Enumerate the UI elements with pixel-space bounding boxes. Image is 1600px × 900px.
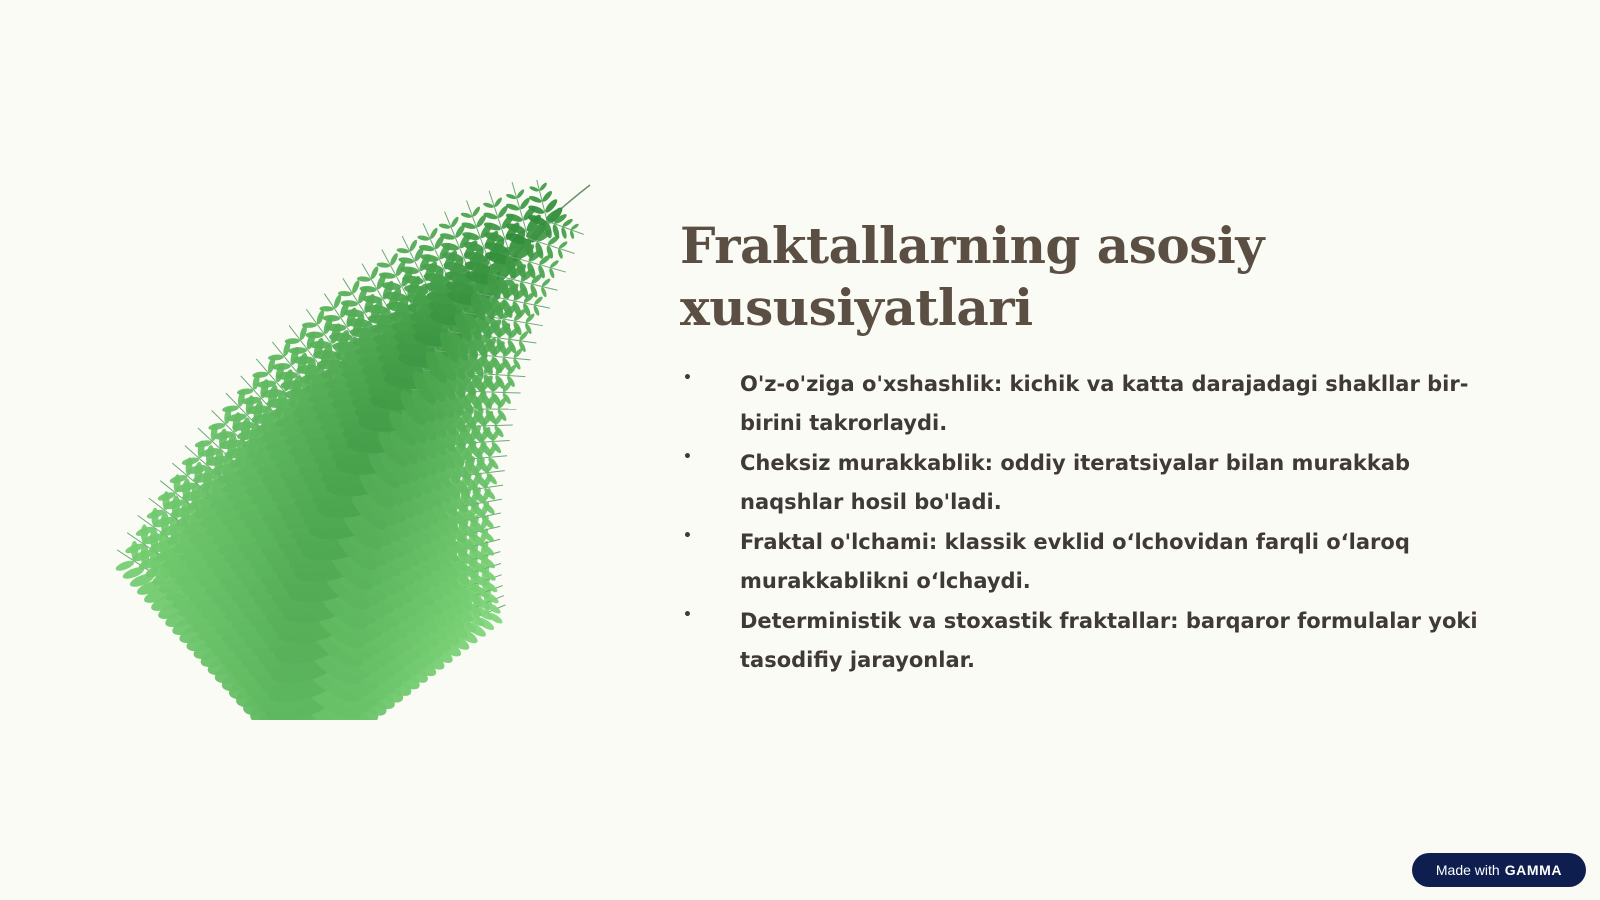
- bullet-item-deterministic: [680, 602, 1500, 680]
- bullet-text: Cheksiz murakkablik: oddiy iteratsiyalar bilan murakkab naqshlar hosil bo'ladi.: [740, 451, 1411, 514]
- bullet-icon: •: [683, 370, 692, 386]
- bullet-text: O'z-o'ziga o'xshashlik: kichik va katta darajadagi shakllar bir-birini takrorlaydi.: [740, 372, 1469, 435]
- made-with-gamma-badge[interactable]: [1412, 853, 1586, 887]
- bullet-item-dimension: [680, 523, 1500, 601]
- gamma-logo: GAMMA: [1504, 862, 1563, 878]
- fern-graphic: [90, 180, 630, 720]
- bullet-item-complexity: [680, 444, 1500, 522]
- badge-prefix: Made with: [1435, 862, 1500, 878]
- bullet-icon: •: [683, 528, 692, 544]
- fern-fractal-image: [90, 180, 630, 720]
- bullet-icon: •: [683, 449, 692, 465]
- bullet-icon: •: [683, 607, 692, 623]
- bullet-text: Deterministik va stoxastik fraktallar: barqaror formulalar yoki tasodifiy jarayonlar.: [740, 609, 1478, 672]
- bullet-text: Fraktal o'lchami: klassik evklid o‘lchovidan farqli o‘laroq murakkablikni o‘lchaydi.: [740, 530, 1410, 593]
- bullet-list: [680, 365, 1500, 681]
- bullet-item-self-similarity: [680, 365, 1500, 443]
- slide-title: Fraktallarning asosiy xususiyatlari: [680, 216, 1264, 337]
